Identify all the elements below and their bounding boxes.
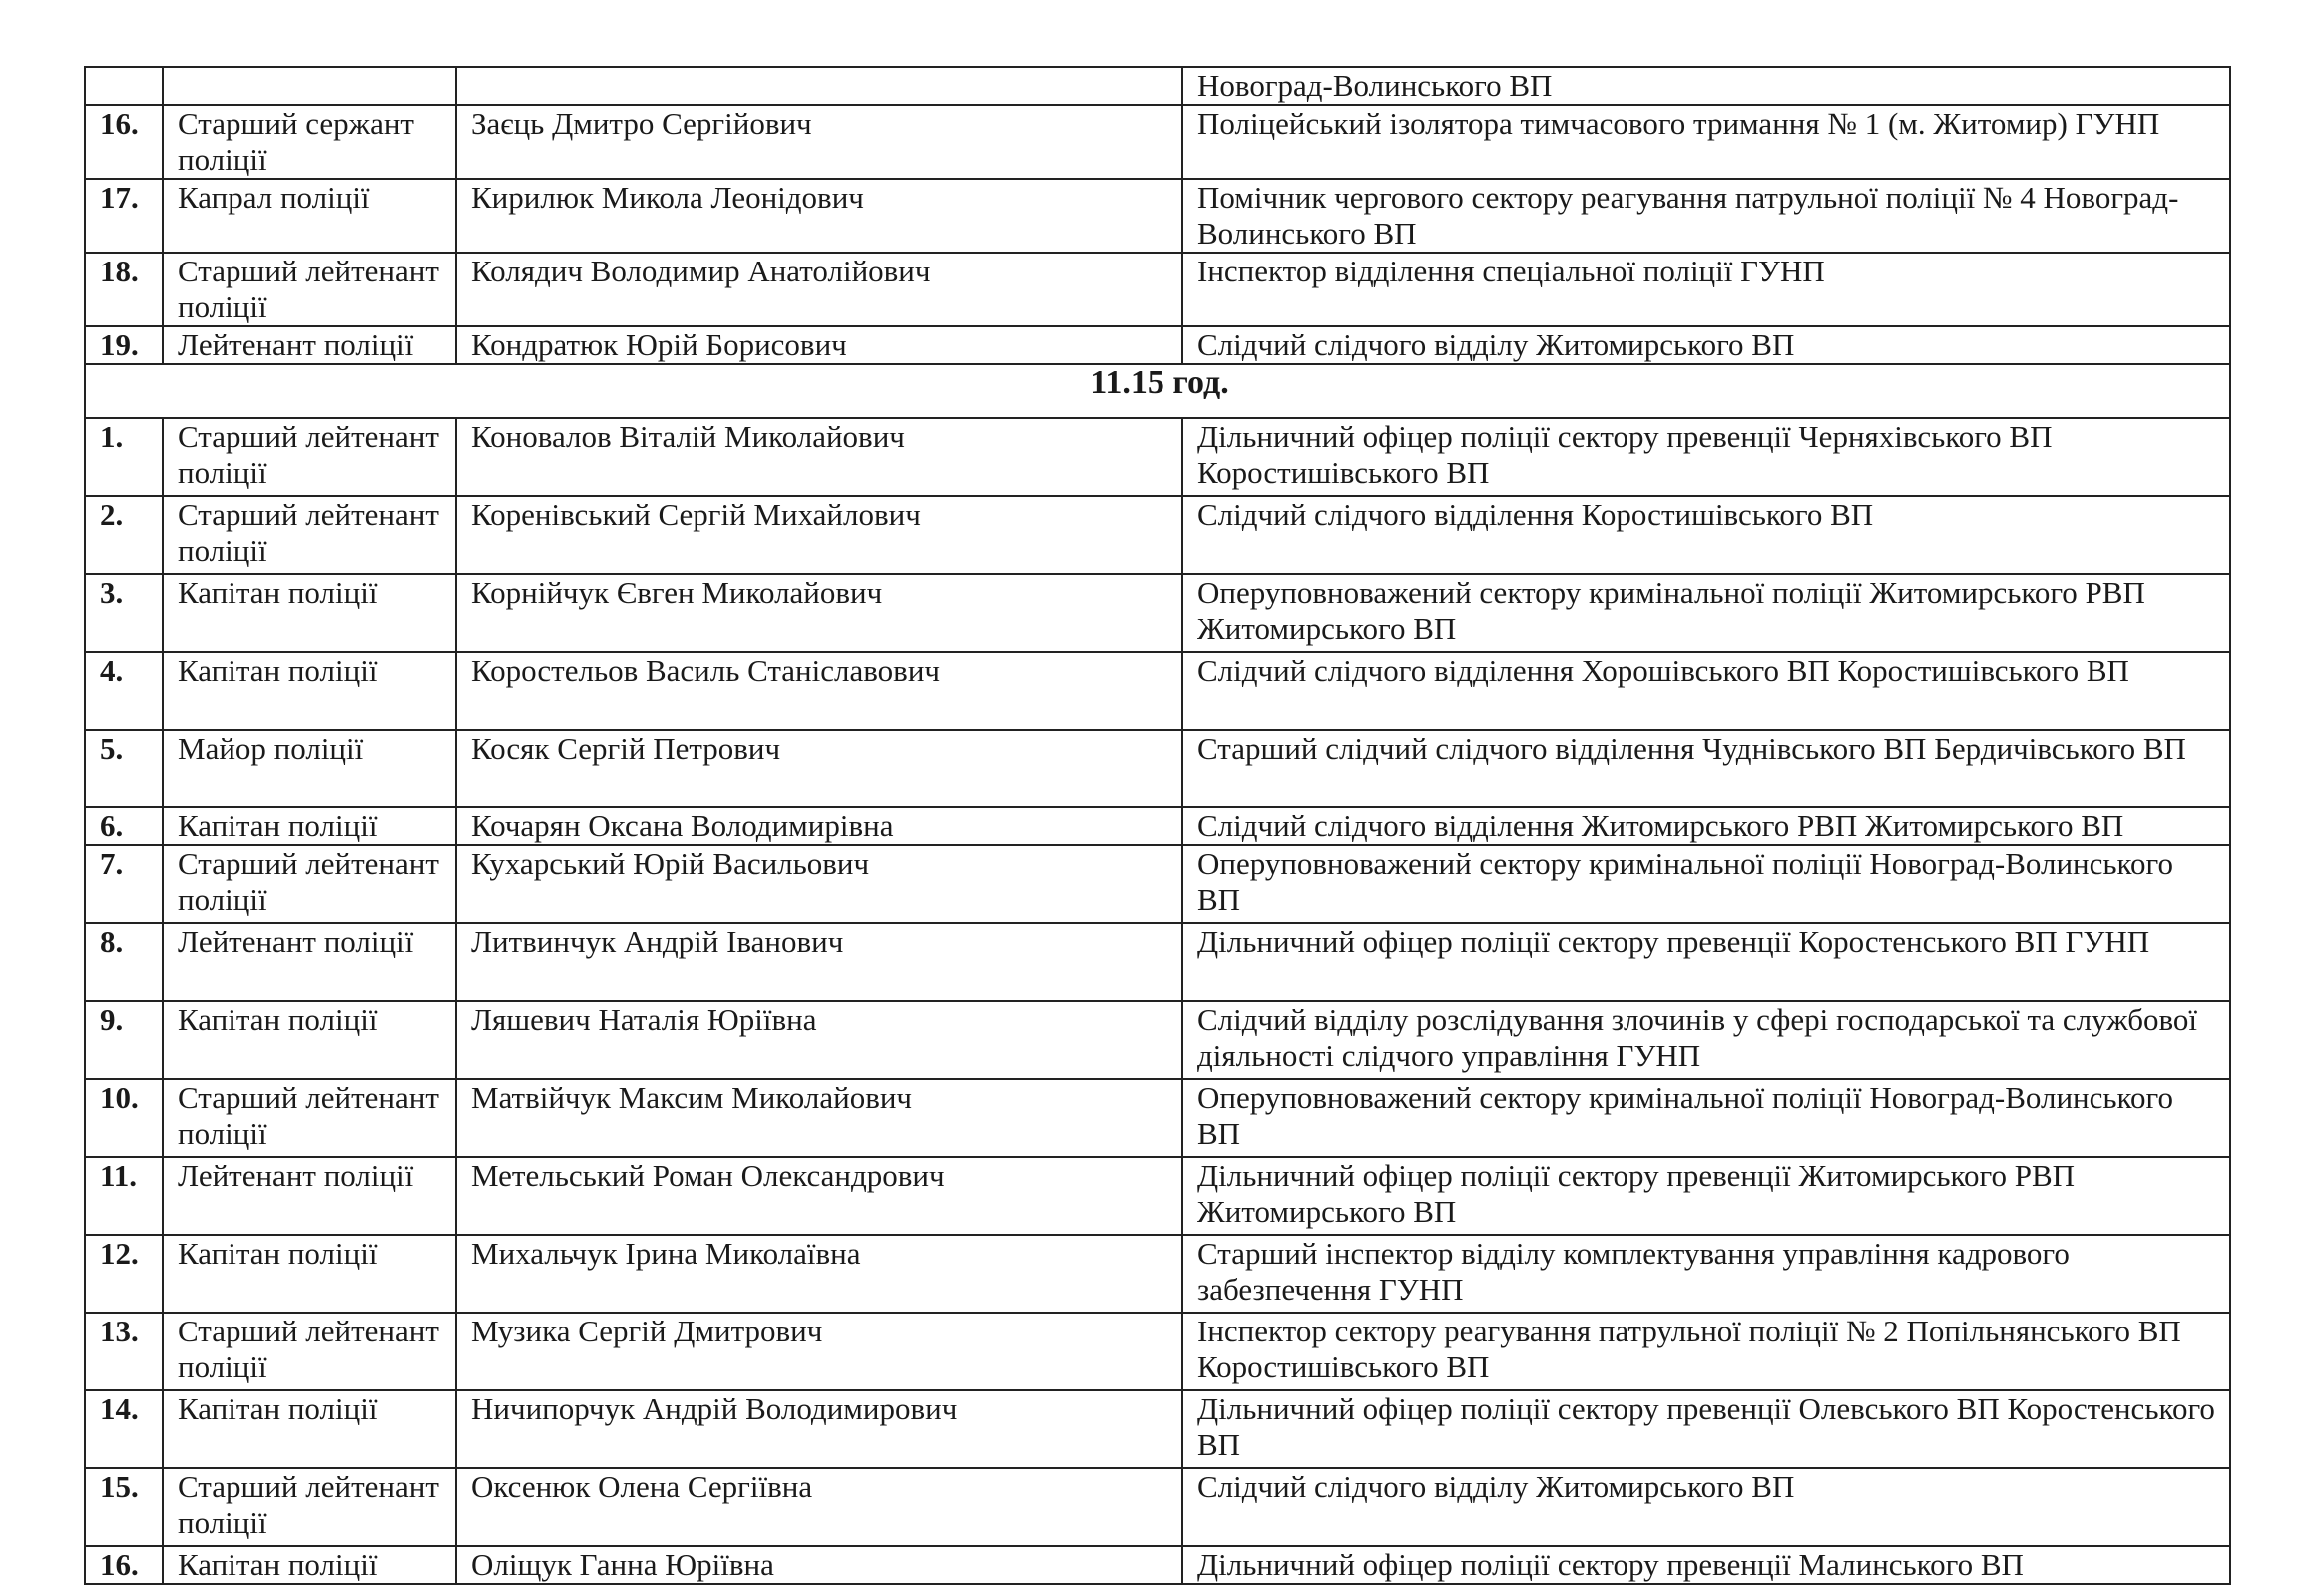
row-number: 17.	[85, 179, 163, 253]
position-cell: Старший інспектор відділу комплектування управління кадрового забезпечення ГУНП	[1182, 1235, 2230, 1313]
rank-cell: Капітан поліції	[163, 652, 456, 730]
rank-cell: Старший лейтенант поліції	[163, 418, 456, 496]
position-cell: Дільничний офіцер поліції сектору превенції Малинського ВП	[1182, 1546, 2230, 1584]
table-row	[85, 1313, 2230, 1390]
row-number: 18.	[85, 253, 163, 326]
row-number: 3.	[85, 574, 163, 652]
rank-cell: Лейтенант поліції	[163, 923, 456, 1001]
name-cell: Корнійчук Євген Миколайович	[456, 574, 1182, 652]
name-cell: Кочарян Оксана Володимирівна	[456, 807, 1182, 845]
name-cell: Коренівський Сергій Михайлович	[456, 496, 1182, 574]
name-cell: Оксенюк Олена Сергіївна	[456, 1468, 1182, 1546]
rank-cell: Старший сержант поліції	[163, 105, 456, 179]
table-row	[85, 923, 2230, 1001]
rank-cell: Старший лейтенант поліції	[163, 496, 456, 574]
name-cell: Коростельов Василь Станіславович	[456, 652, 1182, 730]
name-cell: Ляшевич Наталія Юріївна	[456, 1001, 1182, 1079]
table-row	[85, 67, 2230, 105]
section-time-heading: 11.15 год.	[85, 364, 2230, 418]
rank-cell: Старший лейтенант поліції	[163, 845, 456, 923]
row-number	[85, 67, 163, 105]
position-cell: Слідчий слідчого відділення Коростишівського ВП	[1182, 496, 2230, 574]
personnel-table	[84, 66, 2231, 1585]
row-number: 7.	[85, 845, 163, 923]
rank-cell: Капітан поліції	[163, 807, 456, 845]
name-cell: Литвинчук Андрій Іванович	[456, 923, 1182, 1001]
rank-cell: Старший лейтенант поліції	[163, 1313, 456, 1390]
name-cell	[456, 67, 1182, 105]
position-cell: Слідчий слідчого відділу Житомирського ВП	[1182, 1468, 2230, 1546]
position-cell: Оперуповноважений сектору кримінальної поліції Житомирського РВП Житомирського ВП	[1182, 574, 2230, 652]
rank-cell: Лейтенант поліції	[163, 326, 456, 364]
table-row	[85, 1001, 2230, 1079]
row-number: 1.	[85, 418, 163, 496]
row-number: 4.	[85, 652, 163, 730]
table-row	[85, 179, 2230, 253]
rank-cell: Майор поліції	[163, 730, 456, 807]
table-row	[85, 845, 2230, 923]
position-cell: Слідчий слідчого відділу Житомирського ВП	[1182, 326, 2230, 364]
name-cell: Михальчук Ірина Миколаївна	[456, 1235, 1182, 1313]
rank-cell	[163, 67, 456, 105]
name-cell: Ничипорчук Андрій Володимирович	[456, 1390, 1182, 1468]
name-cell: Музика Сергій Дмитрович	[456, 1313, 1182, 1390]
name-cell: Заєць Дмитро Сергійович	[456, 105, 1182, 179]
table-row	[85, 326, 2230, 364]
rank-cell: Капітан поліції	[163, 1001, 456, 1079]
row-number: 14.	[85, 1390, 163, 1468]
table-row	[85, 1157, 2230, 1235]
rank-cell: Капітан поліції	[163, 1235, 456, 1313]
section-row	[85, 364, 2230, 418]
row-number: 5.	[85, 730, 163, 807]
row-number: 16.	[85, 105, 163, 179]
table-row	[85, 253, 2230, 326]
name-cell: Кирилюк Микола Леонідович	[456, 179, 1182, 253]
table-row	[85, 807, 2230, 845]
table-row	[85, 1468, 2230, 1546]
position-cell: Поліцейський ізолятора тимчасового тримання № 1 (м. Житомир) ГУНП	[1182, 105, 2230, 179]
row-number: 9.	[85, 1001, 163, 1079]
name-cell: Кухарський Юрій Васильович	[456, 845, 1182, 923]
name-cell: Коновалов Віталій Миколайович	[456, 418, 1182, 496]
rank-cell: Старший лейтенант поліції	[163, 1079, 456, 1157]
rank-cell: Капрал поліції	[163, 179, 456, 253]
name-cell: Кондратюк Юрій Борисович	[456, 326, 1182, 364]
row-number: 15.	[85, 1468, 163, 1546]
table-row	[85, 105, 2230, 179]
name-cell: Матвійчук Максим Миколайович	[456, 1079, 1182, 1157]
position-cell: Дільничний офіцер поліції сектору превенції Олевського ВП Коростенського ВП	[1182, 1390, 2230, 1468]
table-body	[85, 67, 2230, 1584]
name-cell: Метельський Роман Олександрович	[456, 1157, 1182, 1235]
position-cell: Новоград-Волинського ВП	[1182, 67, 2230, 105]
rank-cell: Капітан поліції	[163, 1390, 456, 1468]
table-row	[85, 1235, 2230, 1313]
position-cell: Інспектор сектору реагування патрульної поліції № 2 Попільнянського ВП Коростишівського ВП	[1182, 1313, 2230, 1390]
rank-cell: Лейтенант поліції	[163, 1157, 456, 1235]
row-number: 8.	[85, 923, 163, 1001]
position-cell: Помічник чергового сектору реагування патрульної поліції № 4 Новоград-Волинського ВП	[1182, 179, 2230, 253]
position-cell: Дільничний офіцер поліції сектору превенції Черняхівського ВП Коростишівського ВП	[1182, 418, 2230, 496]
row-number: 13.	[85, 1313, 163, 1390]
name-cell: Колядич Володимир Анатолійович	[456, 253, 1182, 326]
document-page	[84, 66, 2229, 1585]
position-cell: Слідчий слідчого відділення Хорошівського ВП Коростишівського ВП	[1182, 652, 2230, 730]
table-row	[85, 574, 2230, 652]
position-cell: Дільничний офіцер поліції сектору превенції Коростенського ВП ГУНП	[1182, 923, 2230, 1001]
row-number: 10.	[85, 1079, 163, 1157]
position-cell: Інспектор відділення спеціальної поліції ГУНП	[1182, 253, 2230, 326]
position-cell: Слідчий слідчого відділення Житомирського РВП Житомирського ВП	[1182, 807, 2230, 845]
rank-cell: Капітан поліції	[163, 1546, 456, 1584]
row-number: 19.	[85, 326, 163, 364]
position-cell: Старший слідчий слідчого відділення Чуднівського ВП Бердичівського ВП	[1182, 730, 2230, 807]
rank-cell: Старший лейтенант поліції	[163, 253, 456, 326]
position-cell: Дільничний офіцер поліції сектору превенції Житомирського РВП Житомирського ВП	[1182, 1157, 2230, 1235]
position-cell: Оперуповноважений сектору кримінальної поліції Новоград-Волинського ВП	[1182, 1079, 2230, 1157]
table-row	[85, 1546, 2230, 1584]
rank-cell: Капітан поліції	[163, 574, 456, 652]
name-cell: Косяк Сергій Петрович	[456, 730, 1182, 807]
table-row	[85, 496, 2230, 574]
name-cell: Оліщук Ганна Юріївна	[456, 1546, 1182, 1584]
rank-cell: Старший лейтенант поліції	[163, 1468, 456, 1546]
position-cell: Оперуповноважений сектору кримінальної поліції Новоград-Волинського ВП	[1182, 845, 2230, 923]
row-number: 6.	[85, 807, 163, 845]
position-cell: Слідчий відділу розслідування злочинів у сфері господарської та службової діяльності слідчого управління ГУНП	[1182, 1001, 2230, 1079]
row-number: 11.	[85, 1157, 163, 1235]
row-number: 16.	[85, 1546, 163, 1584]
row-number: 2.	[85, 496, 163, 574]
table-row	[85, 1390, 2230, 1468]
table-row	[85, 418, 2230, 496]
table-row	[85, 730, 2230, 807]
table-row	[85, 1079, 2230, 1157]
table-row	[85, 652, 2230, 730]
row-number: 12.	[85, 1235, 163, 1313]
